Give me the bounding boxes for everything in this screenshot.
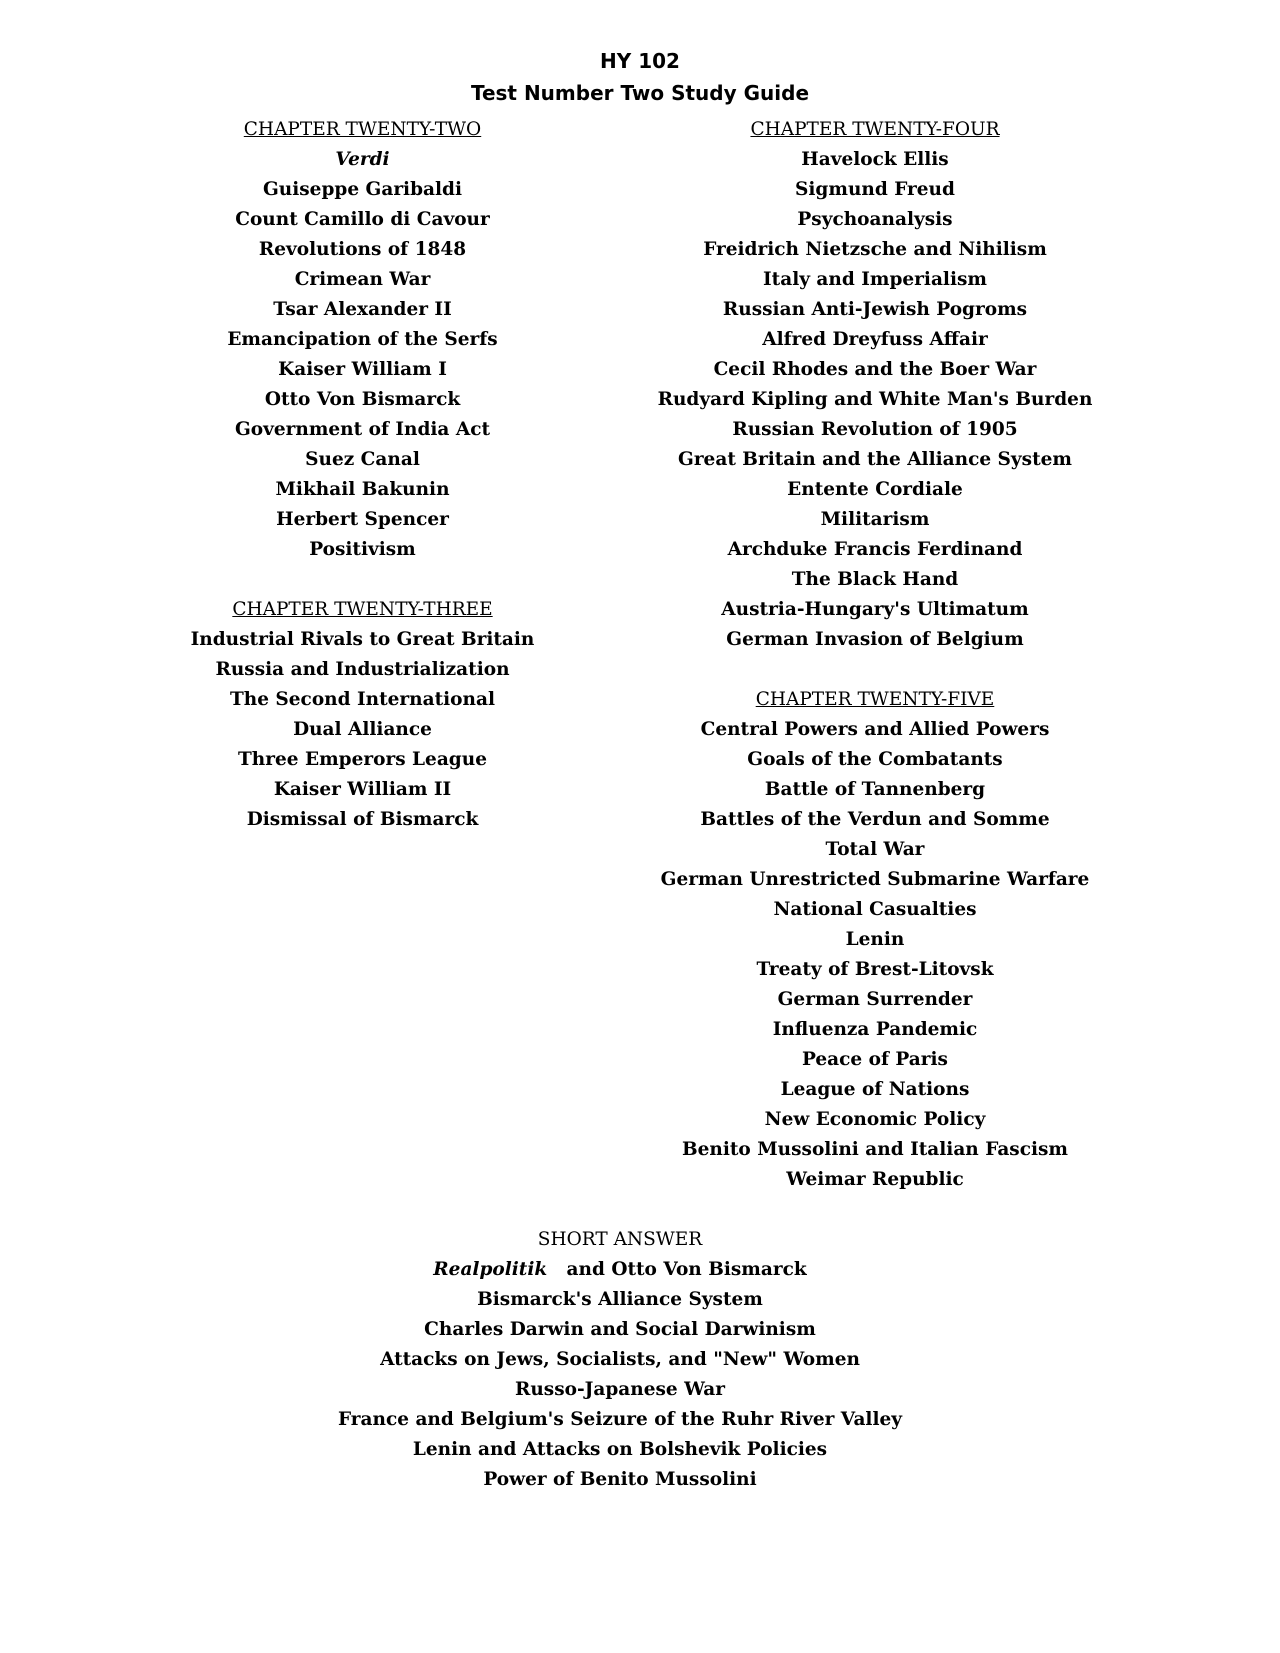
list-item: Alfred Dreyfuss Affair (762, 329, 988, 350)
realpolitik-term: Realpolitik (433, 1259, 548, 1280)
list-item: Herbert Spencer (276, 509, 449, 530)
list-item: Revolutions of 1848 (258, 239, 467, 260)
list-item: Lenin and Attacks on Bolshevik Policies (412, 1439, 828, 1460)
list-item: Suez Canal (305, 449, 420, 470)
short-answer-heading: SHORT ANSWER (537, 1229, 703, 1250)
list-item: Dismissal of Bismarck (246, 809, 479, 830)
list-item: Austria-Hungary's Ultimatum (721, 599, 1029, 620)
list-item: Influenza Pandemic (772, 1019, 978, 1040)
list-item: Power of Benito Mussolini (483, 1469, 757, 1490)
list-item: Attacks on Jews, Socialists, and "New" Women (380, 1349, 860, 1370)
list-item: Government of India Act (234, 419, 491, 440)
list-item: Russian Anti-Jewish Pogroms (722, 299, 1028, 320)
list-item: Positivism (309, 539, 416, 560)
page-title: Test Number Two Study Guide (470, 81, 810, 105)
list-item: German Invasion of Belgium (726, 629, 1024, 650)
list-item: Charles Darwin and Social Darwinism (424, 1319, 816, 1340)
list-item: Dual Alliance (293, 719, 432, 740)
chapter-25-section (650, 685, 1100, 1195)
list-item-rest: and Otto Von Bismarck (566, 1259, 807, 1280)
list-item: German Surrender (777, 989, 973, 1010)
list-item: Three Emperors League (238, 749, 487, 770)
list-item: Kaiser William II (273, 779, 452, 800)
list-item: Crimean War (294, 269, 431, 290)
list-item: Psychoanalysis (797, 209, 953, 230)
list-item: Italy and Imperialism (763, 269, 987, 290)
list-item: Tsar Alexander II (273, 299, 452, 320)
list-item: Weimar Republic (786, 1169, 964, 1190)
list-item: Archduke Francis Ferdinand (727, 539, 1023, 560)
list-item: Treaty of Brest-Litovsk (756, 959, 994, 980)
list-item: Count Camillo di Cavour (235, 209, 490, 230)
list-item: Verdi (335, 149, 390, 170)
list-item: Battle of Tannenberg (764, 779, 986, 800)
list-item: Bismarck's Alliance System (477, 1289, 763, 1310)
list-item: Militarism (820, 509, 930, 530)
list-item: Russia and Industrialization (215, 659, 510, 680)
list-item: League of Nations (780, 1079, 970, 1100)
list-item: Peace of Paris (802, 1049, 948, 1070)
list-item: Lenin (845, 929, 905, 950)
course-code: HY 102 (600, 49, 680, 73)
list-item: Russo-Japanese War (514, 1379, 726, 1400)
list-item: Goals of the Combatants (747, 749, 1003, 770)
list-item: German Unrestricted Submarine Warfare (660, 869, 1090, 890)
list-item: Havelock Ellis (801, 149, 949, 170)
list-item: Cecil Rhodes and the Boer War (713, 359, 1037, 380)
list-item: Benito Mussolini and Italian Fascism (681, 1139, 1069, 1160)
list-item (300, 1255, 940, 1285)
list-item: Mikhail Bakunin (275, 479, 450, 500)
list-item: Central Powers and Allied Powers (700, 719, 1050, 740)
list-item: New Economic Policy (764, 1109, 986, 1130)
list-item: Russian Revolution of 1905 (732, 419, 1018, 440)
list-item: Freidrich Nietzsche and Nihilism (703, 239, 1047, 260)
chapter-24-heading: CHAPTER TWENTY-FOUR (750, 119, 1000, 140)
short-answer-section (300, 1225, 940, 1495)
list-item: Sigmund Freud (795, 179, 955, 200)
list-item: Industrial Rivals to Great Britain (190, 629, 535, 650)
chapter-24-section (650, 115, 1100, 655)
list-item: Kaiser William I (278, 359, 447, 380)
chapter-25-heading: CHAPTER TWENTY-FIVE (755, 689, 995, 710)
list-item: Total War (825, 839, 925, 860)
chapter-23-heading: CHAPTER TWENTY-THREE (232, 599, 493, 620)
list-item: Guiseppe Garibaldi (262, 179, 463, 200)
list-item: Great Britain and the Alliance System (678, 449, 1072, 470)
list-item: National Casualties (773, 899, 977, 920)
list-item: Otto Von Bismarck (264, 389, 461, 410)
chapter-22-heading: CHAPTER TWENTY-TWO (243, 119, 482, 140)
list-item: Emancipation of the Serfs (227, 329, 498, 350)
list-item: Entente Cordiale (787, 479, 963, 500)
list-item: France and Belgium's Seizure of the Ruhr River Valley (337, 1409, 903, 1430)
list-item: Rudyard Kipling and White Man's Burden (657, 389, 1093, 410)
list-item: The Black Hand (791, 569, 959, 590)
chapter-22-section (180, 115, 545, 565)
chapter-23-section (180, 595, 545, 835)
list-item: The Second International (230, 689, 495, 710)
list-item: Battles of the Verdun and Somme (700, 809, 1050, 830)
